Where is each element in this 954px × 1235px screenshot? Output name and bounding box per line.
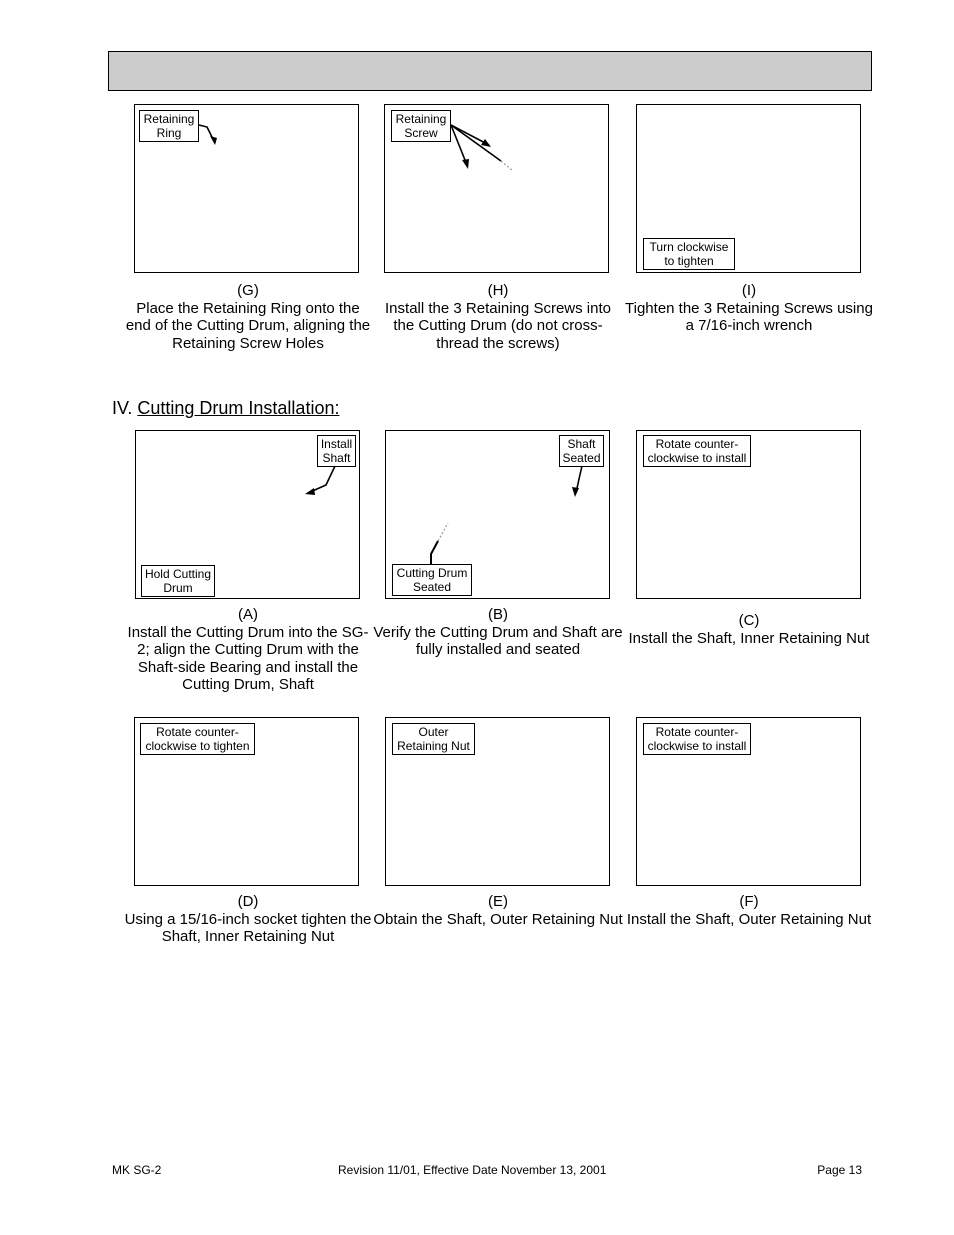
figure-h xyxy=(384,104,609,273)
arrow-icon xyxy=(385,105,610,274)
caption-f xyxy=(624,893,874,928)
figure-g xyxy=(134,104,359,273)
label-retaining-screw: Retaining Screw xyxy=(391,110,451,142)
label-install-shaft: Install Shaft xyxy=(317,435,356,467)
step-description: Using a 15/16-inch socket tighten the Shaft, Inner Retaining Nut xyxy=(124,910,372,946)
header-bar xyxy=(108,51,872,91)
step-letter: (B) xyxy=(488,606,508,623)
label-shaft-seated: Shaft Seated xyxy=(559,435,604,467)
caption-h xyxy=(373,282,623,352)
caption-c xyxy=(624,612,874,647)
caption-a xyxy=(123,606,373,694)
step-description: Install the Cutting Drum into the SG-2; align the Cutting Drum with the Shaft-side Bearing and install the Cutting Drum, Shaft xyxy=(127,623,369,694)
figure-b xyxy=(385,430,610,599)
step-letter: (D) xyxy=(237,893,259,910)
figure-f xyxy=(636,717,861,886)
caption-b xyxy=(373,606,623,659)
section-heading: Cutting Drum Installation: xyxy=(137,398,340,418)
figure-i xyxy=(636,104,861,273)
figure-a xyxy=(135,430,360,599)
caption-i xyxy=(624,282,874,335)
step-letter: (I) xyxy=(741,282,757,299)
step-letter: (G) xyxy=(237,282,259,299)
label-retaining-ring: Retaining Ring xyxy=(139,110,199,142)
label-outer-retaining-nut: Outer Retaining Nut xyxy=(392,723,475,755)
caption-e xyxy=(373,893,623,928)
figure-d xyxy=(134,717,359,886)
step-letter: (A) xyxy=(238,606,258,623)
footer-page-number: Page 13 xyxy=(817,1163,862,1177)
caption-d xyxy=(123,893,373,946)
label-turn-clockwise: Turn clockwise to tighten xyxy=(643,238,735,270)
step-letter: (H) xyxy=(487,282,509,299)
step-description: Tighten the 3 Retaining Screws using a 7/16-inch wrench xyxy=(625,299,873,335)
step-description: Obtain the Shaft, Outer Retaining Nut xyxy=(373,910,623,928)
step-description: Install the Shaft, Outer Retaining Nut xyxy=(626,910,872,928)
step-description: Install the 3 Retaining Screws into the Cutting Drum (do not cross-thread the screws) xyxy=(385,299,611,352)
step-description: Install the Shaft, Inner Retaining Nut xyxy=(628,629,870,647)
step-letter: (C) xyxy=(738,612,760,629)
step-letter: (F) xyxy=(739,893,759,910)
arrow-icon xyxy=(386,431,611,600)
step-description: Place the Retaining Ring onto the end of the Cutting Drum, aligning the Retaining Screw Holes xyxy=(125,299,371,352)
arrow-icon xyxy=(135,105,360,274)
caption-g xyxy=(123,282,373,352)
footer-revision: Revision 11/01, Effective Date November 13, 2001 xyxy=(338,1163,607,1177)
label-rotate-ccw-install: Rotate counter-clockwise to install xyxy=(643,435,751,467)
label-cutting-drum-seated: Cutting Drum Seated xyxy=(392,564,472,596)
figure-c xyxy=(636,430,861,599)
label-rotate-ccw-install: Rotate counter-clockwise to install xyxy=(643,723,751,755)
label-hold-cutting-drum: Hold Cutting Drum xyxy=(141,565,215,597)
step-letter: (E) xyxy=(488,893,508,910)
figure-e xyxy=(385,717,610,886)
section-number: IV. xyxy=(112,398,133,418)
footer-doc-id: MK SG-2 xyxy=(112,1163,162,1177)
section-title xyxy=(112,398,339,419)
arrow-icon xyxy=(136,431,361,600)
step-description: Verify the Cutting Drum and Shaft are fully installed and seated xyxy=(373,623,623,659)
label-rotate-ccw-tighten: Rotate counter-clockwise to tighten xyxy=(140,723,255,755)
